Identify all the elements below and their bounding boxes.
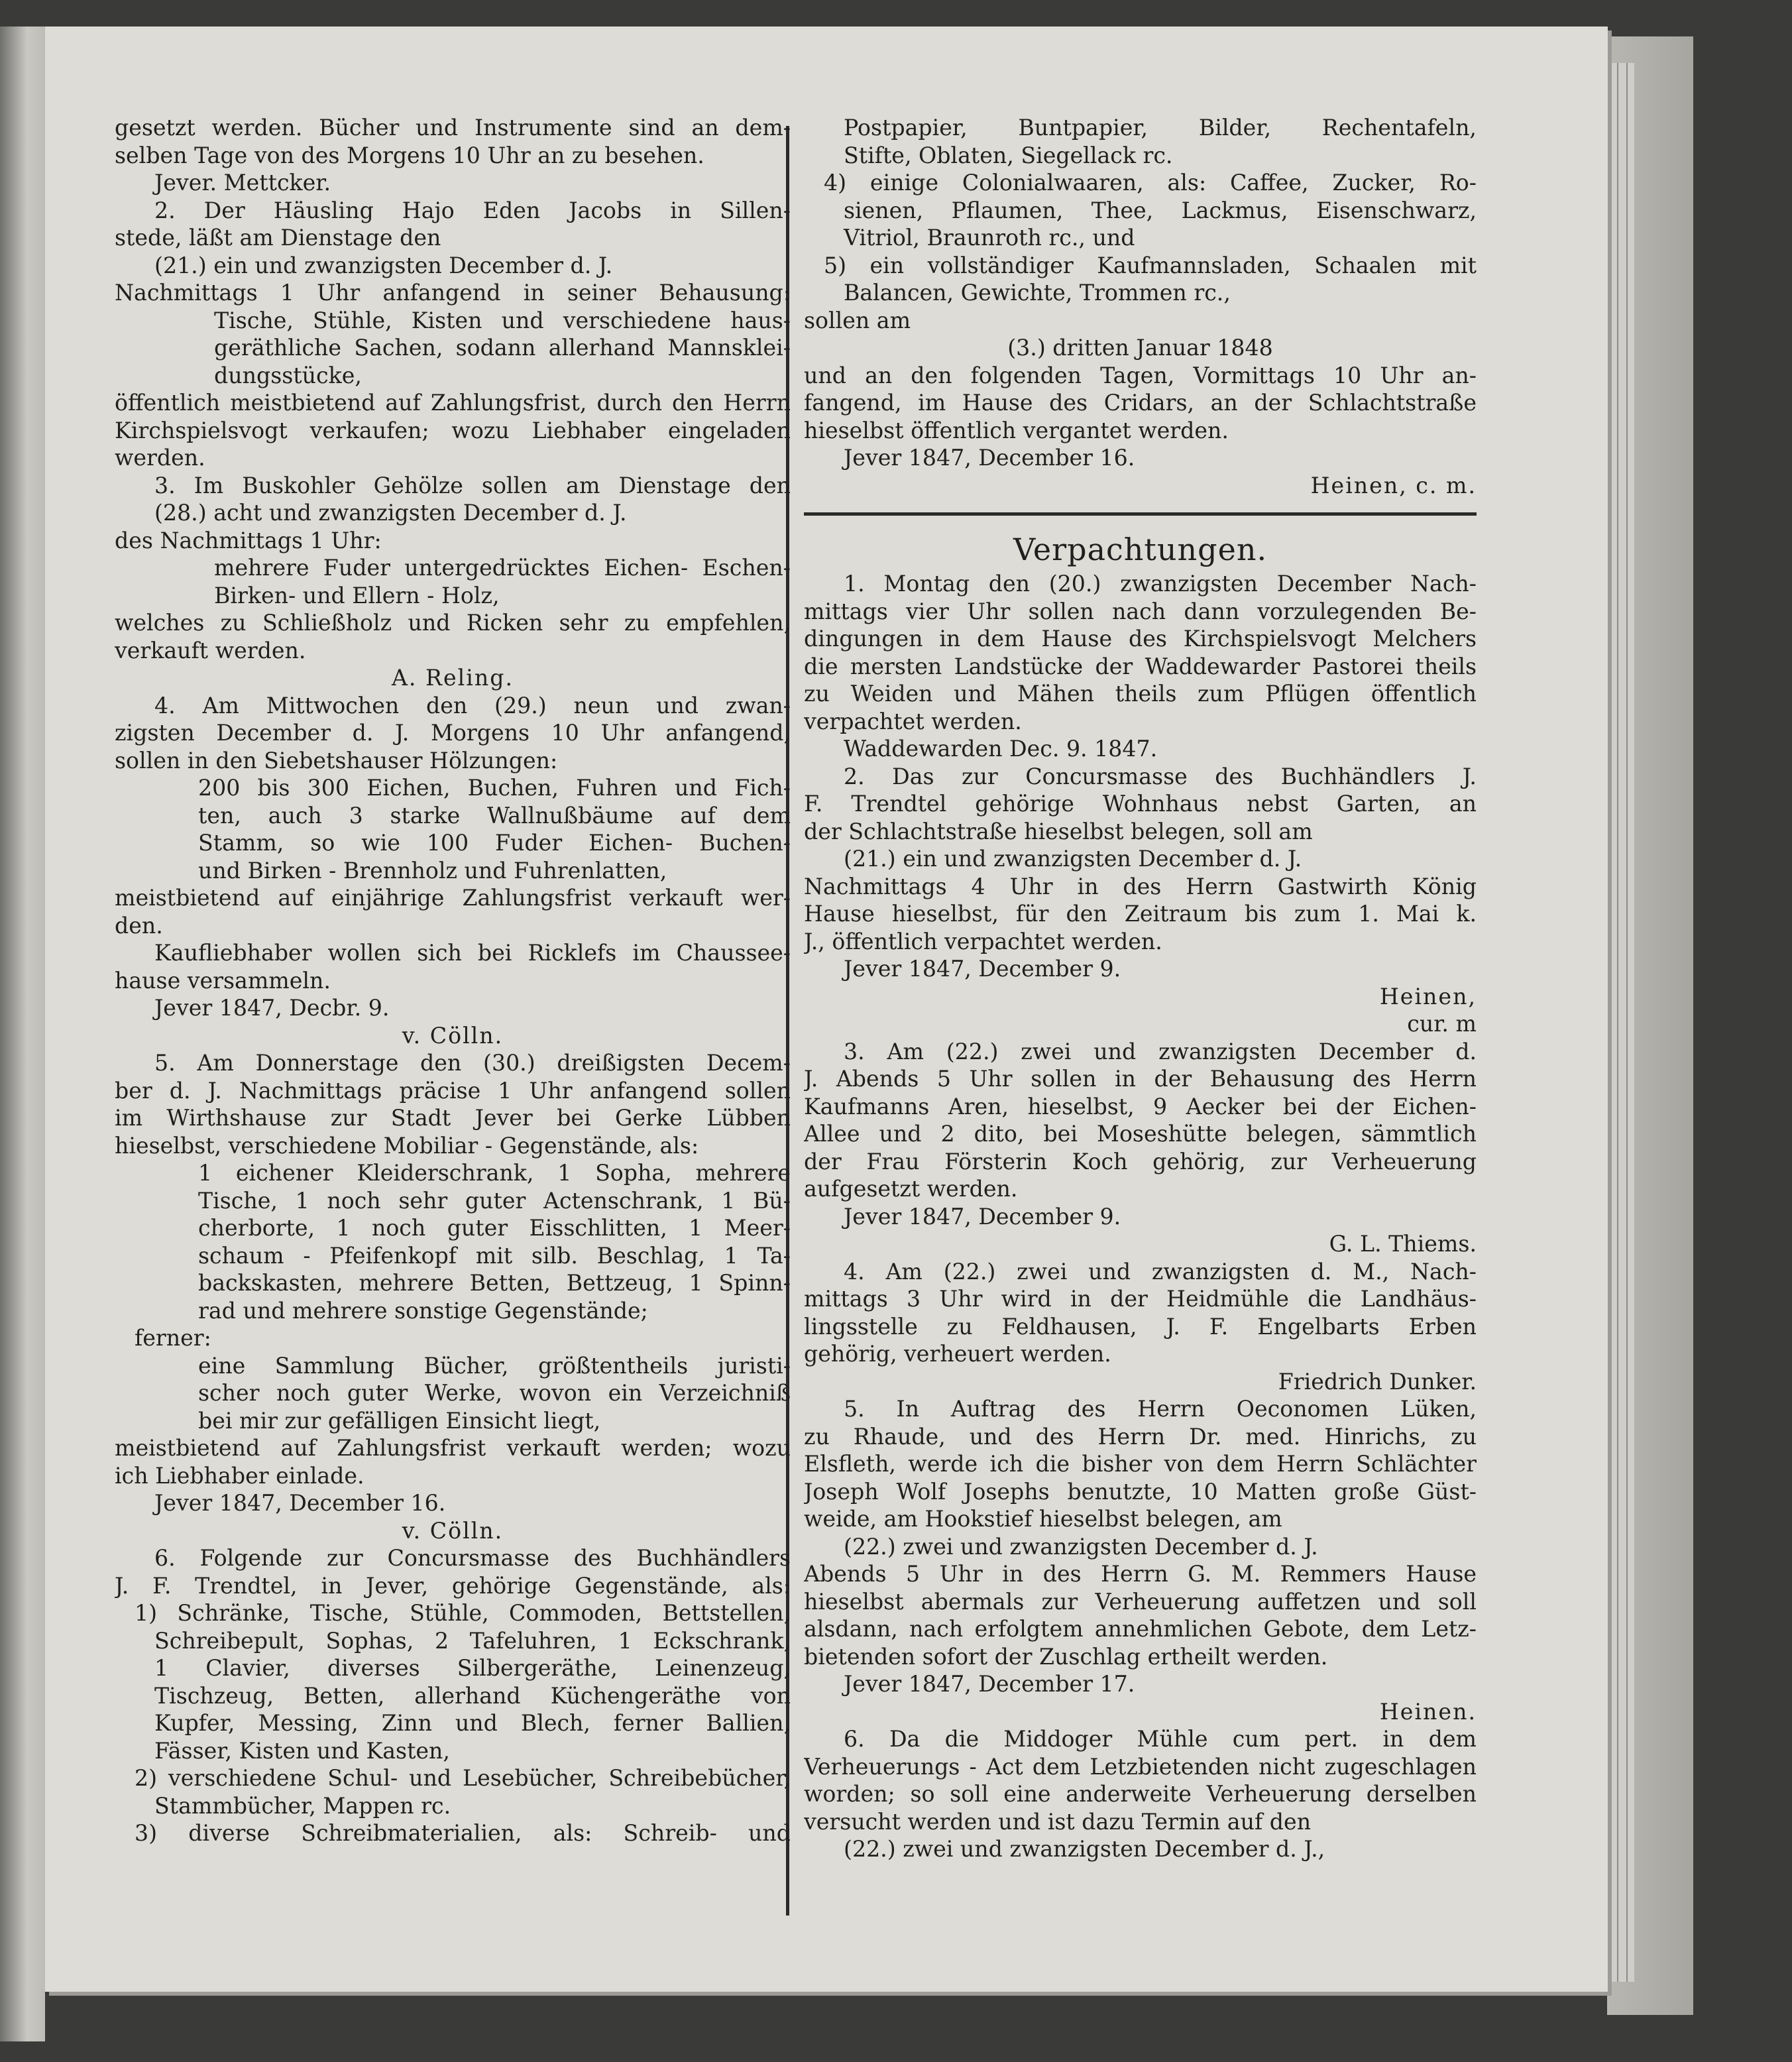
text-line: dingungen in dem Hause des Kirchspielsvogt Melchers bbox=[804, 626, 1477, 652]
text-line: im Wirthshause zur Stadt Jever bei Gerke Lübben bbox=[115, 1105, 791, 1131]
text-line: 1 eichener Kleiderschrank, 1 Sopha, mehrere bbox=[198, 1160, 791, 1186]
text-line: der Schlachtstraße hieselbst belegen, soll am bbox=[804, 818, 1313, 844]
text-line: 3. Am (22.) zwei und zwanzigsten December d. bbox=[844, 1038, 1477, 1064]
text-line: öffentlich meistbietend auf Zahlungsfrist, durch den Herrn bbox=[115, 390, 791, 416]
text-line: hieselbst öffentlich vergantet werden. bbox=[804, 417, 1229, 443]
text-line: Postpapier, Buntpapier, Bilder, Rechentafeln, bbox=[844, 115, 1477, 141]
text-line: Schreibepult, Sophas, 2 Tafeluhren, 1 Eckschrank, bbox=[154, 1627, 791, 1654]
text-line: meistbietend auf einjährige Zahlungsfrist verkauft wer- bbox=[115, 885, 791, 911]
text-line: sollen in den Siebetshauser Hölzungen: bbox=[115, 747, 558, 773]
text-line: backskasten, mehrere Betten, Bettzeug, 1 Spinn- bbox=[198, 1270, 791, 1296]
text-line: 4. Am Mittwochen den (29.) neun und zwan- bbox=[154, 692, 791, 718]
text-line: dungsstücke, bbox=[214, 362, 362, 388]
text-line: Kaufmanns Aren, hieselbst, 9 Aecker bei der Eichen- bbox=[804, 1093, 1477, 1119]
text-line: ten, auch 3 starke Wallnußbäume auf dem bbox=[198, 802, 791, 829]
text-line: hieselbst, verschiedene Mobiliar - Gegenstände, als: bbox=[115, 1132, 699, 1159]
text-line: Stifte, Oblaten, Siegellack rc. bbox=[844, 142, 1173, 168]
text-line: (28.) acht und zwanzigsten December d. J. bbox=[154, 500, 627, 526]
right-column-continuation bbox=[804, 114, 1477, 499]
text-line: Balancen, Gewichte, Trommen rc., bbox=[844, 280, 1231, 306]
text-line: verkauft werden. bbox=[115, 637, 306, 663]
text-line: v. Cölln. bbox=[402, 1517, 504, 1544]
text-line: des Nachmittags 1 Uhr: bbox=[115, 527, 382, 553]
text-line: 6. Folgende zur Concursmasse des Buchhändlers bbox=[154, 1545, 791, 1571]
text-line: A. Reling. bbox=[391, 665, 514, 691]
text-line: Joseph Wolf Josephs benutzte, 10 Matten große Güst- bbox=[804, 1478, 1477, 1505]
text-line: Verheuerungs - Act dem Letzbietenden nicht zugeschlagen bbox=[804, 1753, 1477, 1780]
text-line: (22.) zwei und zwanzigsten December d. J. bbox=[844, 1533, 1318, 1560]
text-line: J. F. Trendtel, in Jever, gehörige Gegenstände, als: bbox=[115, 1572, 791, 1599]
text-line: 2. Der Häusling Hajo Eden Jacobs in Sillen- bbox=[154, 197, 791, 223]
adjacent-page-edge bbox=[0, 27, 45, 2041]
text-line: mittags vier Uhr sollen nach dann vorzulegenden Be- bbox=[804, 598, 1477, 624]
page-edge-2 bbox=[1617, 63, 1626, 1982]
text-line: alsdann, nach erfolgtem annehmlichen Gebote, dem Letz- bbox=[804, 1616, 1477, 1642]
text-line: den. bbox=[115, 912, 163, 939]
text-line: sienen, Pflaumen, Thee, Lackmus, Eisenschwarz, bbox=[844, 197, 1477, 223]
text-line: lingsstelle zu Feldhausen, J. F. Engelbarts Erben bbox=[804, 1313, 1477, 1340]
text-line: schaum - Pfeifenkopf mit silb. Beschlag, 1 Ta- bbox=[198, 1242, 791, 1269]
text-line: mittags 3 Uhr wird in der Heidmühle die Landhäus- bbox=[804, 1286, 1477, 1312]
text-line: Tischzeug, Betten, allerhand Küchengeräthe von bbox=[154, 1682, 791, 1709]
text-line: verpachtet werden. bbox=[804, 708, 1022, 734]
text-line: bietenden sofort der Zuschlag ertheilt werden. bbox=[804, 1643, 1328, 1670]
right-column bbox=[804, 114, 1477, 1939]
text-line: Jever 1847, December 9. bbox=[844, 1203, 1121, 1230]
text-line: 5. Am Donnerstage den (30.) dreißigsten Decem- bbox=[154, 1050, 791, 1076]
text-line: zu Weiden und Mähen theils zum Pflügen öffentlich bbox=[804, 681, 1477, 707]
text-line: 5. In Auftrag des Herrn Oeconomen Lüken, bbox=[844, 1396, 1477, 1422]
text-line: geräthliche Sachen, sodann allerhand Mannsklei- bbox=[214, 335, 791, 361]
text-line: cur. m bbox=[1407, 1011, 1477, 1037]
text-line: eine Sammlung Bücher, größtentheils juristi- bbox=[198, 1352, 791, 1379]
text-line: aufgesetzt werden. bbox=[804, 1176, 1018, 1202]
text-line: Jever 1847, December 16. bbox=[844, 445, 1135, 471]
text-line: Tische, Stühle, Kisten und verschiedene haus- bbox=[214, 307, 791, 333]
text-line: 3) diverse Schreibmaterialien, als: Schreib- und bbox=[135, 1820, 791, 1846]
text-line: der Frau Försterin Koch gehörig, zur Verheuerung bbox=[804, 1148, 1477, 1174]
text-line: mehrere Fuder untergedrücktes Eichen- Eschen- bbox=[214, 555, 791, 581]
text-line: Elsfleth, werde ich die bisher von dem Herrn Schlächter bbox=[804, 1451, 1477, 1477]
text-line: worden; so soll eine anderweite Verheuerung derselben bbox=[804, 1781, 1477, 1807]
text-line: ber d. J. Nachmittags präcise 1 Uhr anfangend sollen bbox=[115, 1077, 791, 1104]
text-line: Jever. Mettcker. bbox=[154, 170, 331, 196]
text-line: stede, läßt am Dienstage den bbox=[115, 225, 441, 251]
text-line: sollen am bbox=[804, 307, 911, 333]
text-line: die mersten Landstücke der Waddewarder Pastorei theils bbox=[804, 653, 1477, 679]
text-line: Jever 1847, December 16. bbox=[154, 1490, 446, 1516]
text-line: Kirchspielsvogt verkaufen; wozu Liebhaber eingeladen bbox=[115, 417, 791, 443]
text-line: G. L. Thiems. bbox=[1329, 1231, 1477, 1257]
text-line: (21.) ein und zwanzigsten December d. J. bbox=[844, 846, 1302, 872]
text-line: versucht werden und ist dazu Termin auf den bbox=[804, 1808, 1312, 1835]
text-line: und Birken - Brennholz und Fuhrenlatten, bbox=[198, 857, 667, 884]
text-line: F. Trendtel gehörige Wohnhaus nebst Garten, an bbox=[804, 791, 1477, 817]
text-line: und an den folgenden Tagen, Vormittags 10 Uhr an- bbox=[804, 362, 1477, 388]
text-line: Friedrich Dunker. bbox=[1278, 1368, 1477, 1395]
text-line: hause versammeln. bbox=[115, 967, 331, 994]
text-line: (22.) zwei und zwanzigsten December d. J., bbox=[844, 1836, 1325, 1862]
section-rule bbox=[804, 512, 1477, 516]
text-line: Heinen, c. m. bbox=[1310, 472, 1477, 498]
text-line: meistbietend auf Zahlungsfrist verkauft werden; wozu bbox=[115, 1435, 791, 1461]
verpachtungen-section bbox=[804, 570, 1477, 1863]
text-line: ferner: bbox=[135, 1325, 211, 1351]
text-line: 2. Das zur Concursmasse des Buchhändlers J. bbox=[844, 763, 1477, 789]
text-line: cherborte, 1 noch guter Eisschlitten, 1 Meer- bbox=[198, 1215, 791, 1241]
text-line: rad und mehrere sonstige Gegenstände; bbox=[198, 1297, 648, 1324]
page-edge-3 bbox=[1626, 63, 1634, 1982]
text-line: Kaufliebhaber wollen sich bei Ricklefs im Chaussee- bbox=[154, 940, 791, 966]
newspaper-page bbox=[45, 27, 1608, 1992]
text-line: 200 bis 300 Eichen, Buchen, Fuhren und Fich- bbox=[198, 775, 791, 801]
text-line: welches zu Schließholz und Ricken sehr zu empfehlen, bbox=[115, 610, 791, 636]
text-line: werden. bbox=[115, 445, 205, 471]
text-line: Waddewarden Dec. 9. 1847. bbox=[844, 736, 1158, 762]
text-line: Stamm, so wie 100 Fuder Eichen- Buchen- bbox=[198, 830, 791, 856]
text-line: gehörig, verheuert werden. bbox=[804, 1341, 1111, 1367]
text-line: hieselbst abermals zur Verheuerung auffetzen und soll bbox=[804, 1588, 1477, 1615]
text-line: 3. Im Buskohler Gehölze sollen am Dienstage den bbox=[154, 472, 791, 498]
text-line: weide, am Hookstief hieselbst belegen, am bbox=[804, 1506, 1282, 1532]
text-line: Hause hieselbst, für den Zeitraum bis zum 1. Mai k. bbox=[804, 901, 1477, 927]
text-line: 5) ein vollständiger Kaufmannsladen, Schaalen mit bbox=[824, 252, 1477, 278]
text-line: ich Liebhaber einlade. bbox=[115, 1462, 364, 1489]
text-line: Jever 1847, December 17. bbox=[844, 1671, 1135, 1697]
left-column bbox=[115, 114, 791, 1939]
text-line: Jever 1847, Decbr. 9. bbox=[154, 995, 390, 1021]
text-line: 4. Am (22.) zwei und zwanzigsten d. M., Nach- bbox=[844, 1258, 1477, 1285]
text-line: Heinen. bbox=[1379, 1698, 1477, 1725]
text-line: Jever 1847, December 9. bbox=[844, 956, 1121, 982]
text-line: Nachmittags 1 Uhr anfangend in seiner Behausung: bbox=[115, 280, 791, 306]
text-line: 1. Montag den (20.) zwanzigsten December Nach- bbox=[844, 571, 1477, 597]
text-line: (3.) dritten Januar 1848 bbox=[1007, 335, 1273, 361]
text-line: Vitriol, Braunroth rc., und bbox=[844, 225, 1135, 251]
text-line: J. Abends 5 Uhr sollen in der Behausung des Herrn bbox=[804, 1066, 1477, 1092]
text-line: gesetzt werden. Bücher und Instrumente sind an dem- bbox=[115, 115, 791, 141]
text-line: J., öffentlich verpachtet werden. bbox=[804, 928, 1162, 954]
text-line: 2) verschiedene Schul- und Lesebücher, Schreibebücher, bbox=[135, 1765, 791, 1791]
text-line: scher noch guter Werke, wovon ein Verzeichniß bbox=[198, 1380, 791, 1406]
text-line: 1 Clavier, diverses Silbergeräthe, Leinenzeug, bbox=[154, 1655, 791, 1681]
text-line: zigsten December d. J. Morgens 10 Uhr anfangend, bbox=[115, 720, 791, 746]
text-line: Kupfer, Messing, Zinn und Blech, ferner Ballien, bbox=[154, 1710, 791, 1736]
text-line: Tische, 1 noch sehr guter Actenschrank, 1 Bü- bbox=[198, 1187, 791, 1214]
text-line: bei mir zur gefälligen Einsicht liegt, bbox=[198, 1407, 601, 1434]
text-line: Fässer, Kisten und Kasten, bbox=[154, 1737, 450, 1764]
text-line: 6. Da die Middoger Mühle cum pert. in dem bbox=[844, 1726, 1477, 1752]
page-edge-1 bbox=[1608, 63, 1617, 1982]
text-line: v. Cölln. bbox=[402, 1022, 504, 1049]
text-line: selben Tage von des Morgens 10 Uhr an zu besehen. bbox=[115, 142, 704, 168]
text-line: Stammbücher, Mappen rc. bbox=[154, 1792, 451, 1819]
text-line: Birken- und Ellern - Holz, bbox=[214, 582, 500, 608]
section-heading: Verpachtungen. bbox=[1013, 532, 1268, 567]
text-line: 1) Schränke, Tische, Stühle, Commoden, Bettstellen, bbox=[135, 1600, 791, 1626]
text-line: Heinen, bbox=[1379, 983, 1477, 1009]
text-line: 4) einige Colonialwaaren, als: Caffee, Zucker, Ro- bbox=[824, 170, 1477, 196]
text-line: fangend, im Hause des Cridars, an der Schlachtstraße bbox=[804, 390, 1477, 416]
text-line: zu Rhaude, und des Herrn Dr. med. Hinrichs, zu bbox=[804, 1423, 1477, 1450]
text-line: Nachmittags 4 Uhr in des Herrn Gastwirth König bbox=[804, 873, 1477, 899]
text-line: (21.) ein und zwanzigsten December d. J. bbox=[154, 252, 613, 278]
text-line: Allee und 2 dito, bei Moseshütte belegen, sämmtlich bbox=[804, 1121, 1477, 1147]
text-line: Abends 5 Uhr in des Herrn G. M. Remmers Hause bbox=[804, 1561, 1477, 1587]
